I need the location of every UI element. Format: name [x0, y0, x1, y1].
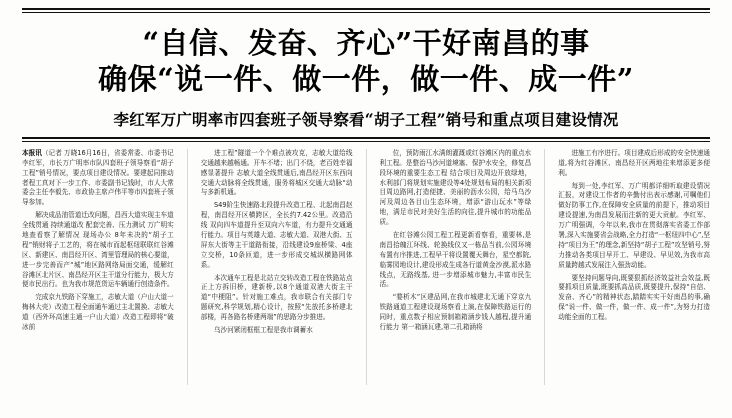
headline-line-2: 确保“说一件、做一件，做一件、成一件” [98, 61, 634, 96]
dateline-tag: 本报讯 [22, 148, 42, 157]
page-footer-space [22, 385, 710, 389]
divider-rule-thin [22, 141, 710, 142]
column-separator [187, 149, 188, 385]
paragraph: 在红谷滩公园工程工程更新看察看，重要林,是南昌拾魄江环线、轮换线仪又一栋品当前,公园环境布置有序推进,工程早干将设置覆天舞台，星空都院,临雾园地设计,建设形成生成各行道黄金沙漠,派水路线点，无路线基, 进一步增添城市魅力,丰富市民生活。 [379, 231, 532, 289]
headline-line-1: “自信、发奋、齐心”干好南昌的事 [142, 26, 590, 60]
column-3 [380, 149, 532, 385]
top-rule [22, 8, 710, 10]
paragraph: 要坚持问题导向,既要狠抓经济效益社会效益,既要抓项目质量,既要抓高品质,既要提升,保持“自信、发奋、齐心”的精神状态,踏踏实实干好南昌的事,确保“说一件、做一件，做一件、成一件”,为努力打造动能全面的工程。 [558, 273, 710, 322]
paragraph: 进施工有序进行。项目建成后形成的安全快速通道,将为红谷滩区、南昌经开区两地往来增添更多便利。 [558, 148, 710, 177]
paragraph: 解决成品油管道迁改问题，昌西大道实现主车道全线贯通 持续通道改 配套完善、压力测试 万广明实地查看察了解情况 现场办公 8年未决的“胡子工程”销财将子工艺的，将在城市而起枢纽联联红谷滩区、新建区、南昌经开区、湾里管理局的核心要道，进一步完善而产“城”地区路网络局面交通，缓解红谷滩区北片区、南昌经开区主干道分行能力，极大方便市民出行。也为我市规范货运车辆通行创造条件。 [22, 211, 174, 289]
page-title [22, 26, 710, 98]
column-1 [22, 149, 174, 385]
column-2 [201, 149, 353, 385]
paragraph: 完成京九铁路下穿施工，志敏大道（户山大道一梅林大壳）改造工程全面通车通过主北置换、志敏大道（西外环高速主通一户山大道）改造工程即将“破冰前 [22, 293, 174, 332]
subheadline: 李红军万广明率市四套班子领导察看“胡子工程”销号和重点项目建设情况 [113, 109, 619, 129]
top-rule-thin [22, 12, 710, 13]
column-separator [544, 149, 545, 385]
paragraph: 每到一处,李红军、万广明都详细听取建设情况汇报，对建设工作者的辛勤付出表示感谢,可嘱他们做好防事工作,在保障安全质量的前提下，推动项目建设提速,为南昌发展而注新的更大贡献。李红军、万广明强调，今年以来,我市在贯彻落实省委工作部署,深入实施要省会战略,全力打造“一枢纽四中心”,坚持“项目为王”的理念,新坚持“胡子工程”攻坚销号,努力推动各类项目早开工、早建设、早见效,为我市高质量跨越式发展注入强劲动能。 [558, 181, 710, 269]
paragraph: 位，预防雨江水满朗灌溉或红谷滩区内的重点水利工程。是整治马沙河道境塞、保护水安全，修复昌段环境的重要生态工程 结合项目及周边开放绿地，水利部门将规划实施建设等4处规划布局的相关新项目周边路网,打造便捷、美丽的沥水公园，给马乌沙河及周边各目山生态环境，增添“游山玩水”等绿地，满足市民对美好生活的向往,提升城市的功能品质。 [379, 148, 532, 227]
divider-rule [22, 137, 710, 139]
paragraph: 乌沙河紧闭框框工程是我市调蓄水 [213, 326, 313, 335]
column-4 [558, 149, 710, 385]
column-separator [366, 149, 367, 385]
paragraph: 进工程”隧道一个个难点被攻克，志敏大道给线交通越来越畅通。开车不堵；出门不绕，老百姓幸福感显著提升 志敏大道全线贯通后,南昌经开区东西向交通大动脉将全线贯通，服务将城区交通大动脉“动与多新机通。 [200, 148, 353, 197]
paragraph [22, 149, 174, 208]
paragraph: “婺析木”区建品网,在我市城建北无通下穿京九铁路通道工程建设现场察看上演,在保障铁路运行的同时，重点数子相应预制箱箱涵步钱人越程,提升通行能力 第一箱涵瓦建,第二孔箱涵将 [379, 293, 532, 332]
paragraph-text: （记者 万晓16月16日，省委常委、市委书记李红军，市长万广明率市队四套班子领导察看“胡子工程”销号情况，要点项目建设情况。要建起同推动者程工真对下一步工作、市委副书记钱时，市人大常委会主任李毅先、市政协主席卢伟平等市四套班子领导参加。 [22, 148, 174, 207]
paragraph: 本次通车工程是北站立交转改造工程在铁路站点正上方拆旧桥，建新桥,以8个通道双港大街主干道“中梗阻”。针对施工难点，我市联合有关部门专题研究,科学规划,精心设计，按照“先放托多桥建北部楼，再各路名桥建两端”的思路分步推进。 [200, 273, 353, 322]
article-body [22, 149, 710, 385]
paragraph: S49阶生快速路北段提升改造工程、北起南昌赵程，南昌经开区横跨区，全长约7.42公里。改造沿线 双向四车道提升至双向六车道，有力提升交通通行能力。项目与英雄大道、志敏大道、双港大街、五屏东大街等主干道路衔接，沿线建设9座桥梁、4座立交桥，10条匝道，进一步形成交城纵横路网体系。 [200, 201, 353, 269]
